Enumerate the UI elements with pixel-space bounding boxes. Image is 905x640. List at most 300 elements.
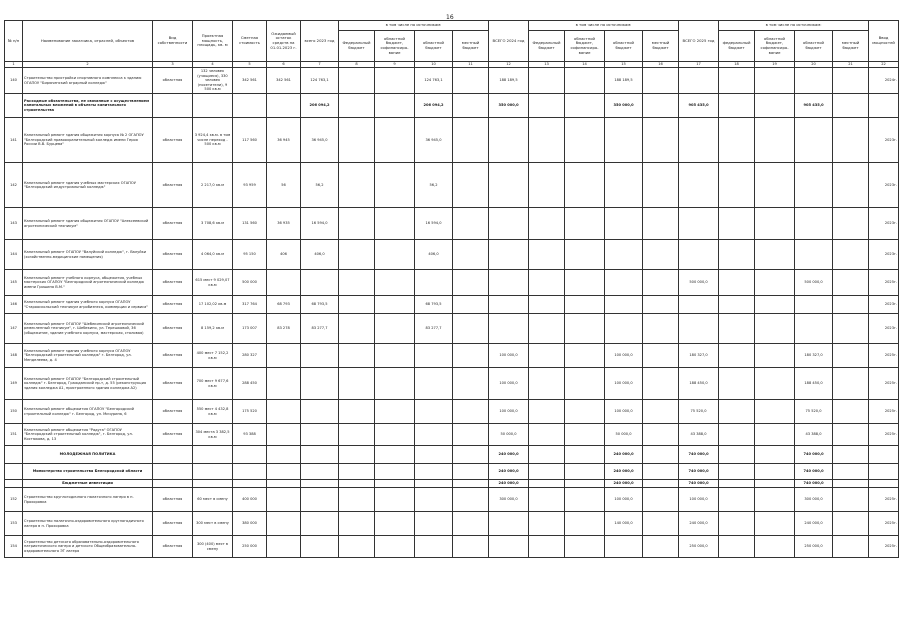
regional-cofin-2023: [375, 208, 415, 240]
total-2024: 240 000,0: [489, 446, 529, 464]
total-2025: 905 435,0: [679, 94, 719, 118]
local-2023: [453, 400, 489, 424]
column-number: 4: [193, 62, 233, 68]
regional-2024: 240 000,0: [605, 480, 643, 488]
total-2025: [679, 314, 719, 344]
regional-2025: 188 450,0: [795, 368, 833, 400]
commission-year: 2025г.: [869, 344, 899, 368]
local-2025: [833, 536, 869, 558]
capacity: 550 мест 4 432,8 кв.м: [193, 400, 233, 424]
federal-2024: [529, 270, 565, 296]
federal-2024: [529, 368, 565, 400]
column-number: 21: [833, 62, 869, 68]
total-2023: [301, 464, 339, 480]
local-2023: [453, 368, 489, 400]
total-2023: [301, 488, 339, 512]
total-2025: [679, 296, 719, 314]
local-2025: [833, 68, 869, 94]
federal-2024: [529, 314, 565, 344]
regional-2024: 350 000,0: [605, 94, 643, 118]
local-2023: [453, 94, 489, 118]
regional-2025: 740 000,0: [795, 446, 833, 464]
expected-balance: 406: [267, 240, 301, 270]
estimated-cost: 175 520: [233, 400, 267, 424]
budget-table-sheet: [4, 20, 898, 558]
object-name: Капитальный ремонт учебного корпуса, общежития, учебных мастерских ОГАПОУ "Белгородский агротехнический колледж имени Гришина В.М.": [23, 270, 153, 296]
expected-balance: 36 935: [267, 208, 301, 240]
table-row: [5, 68, 899, 94]
federal-2025: [719, 480, 755, 488]
regional-2024: [605, 208, 643, 240]
ownership: областная: [153, 512, 193, 536]
federal-2024: [529, 296, 565, 314]
regional-cofin-2025: [755, 118, 795, 163]
ownership: областная: [153, 163, 193, 208]
federal-2025: [719, 118, 755, 163]
regional-2023: [415, 464, 453, 480]
header-2024-federal: Федеральный бюджет: [529, 31, 565, 62]
column-number: 6: [267, 62, 301, 68]
total-2023: [301, 512, 339, 536]
federal-2025: [719, 296, 755, 314]
estimated-cost: 342 561: [233, 68, 267, 94]
total-2025: 75 520,0: [679, 400, 719, 424]
expected-balance: [267, 488, 301, 512]
federal-2025: [719, 163, 755, 208]
local-2023: [453, 296, 489, 314]
total-2025: [679, 240, 719, 270]
object-name: Капитальный ремонт ОГАПОУ "Шебекинский агротехнический ремесленный техникум", г. Шебекино, ул. Терешковой, 36 (общежитие, здание учебного корпуса, мастерская, столовая): [23, 314, 153, 344]
header-total-2023: всего 2023 год: [301, 21, 339, 62]
estimated-cost: [233, 464, 267, 480]
capacity: 17 102,02 кв.м: [193, 296, 233, 314]
regional-cofin-2024: [565, 314, 605, 344]
total-2023: 16 594,0: [301, 208, 339, 240]
header-group-2023: в том числе по источникам:: [339, 21, 489, 31]
federal-2023: [339, 446, 375, 464]
commission-year: 2025г.: [869, 488, 899, 512]
local-2023: [453, 480, 489, 488]
federal-2023: [339, 512, 375, 536]
total-2024: [489, 163, 529, 208]
row-number: 154: [5, 536, 23, 558]
local-2023: [453, 488, 489, 512]
header-2024-regional: областной бюджет: [605, 31, 643, 62]
header-2023-local: местный бюджет: [453, 31, 489, 62]
estimated-cost: 131 560: [233, 208, 267, 240]
local-2023: [453, 446, 489, 464]
regional-2025: 43 388,0: [795, 424, 833, 446]
regional-2023: 124 763,1: [415, 68, 453, 94]
federal-2024: [529, 464, 565, 480]
ownership: [153, 480, 193, 488]
capacity: 3 708,6 кв.м: [193, 208, 233, 240]
regional-cofin-2025: [755, 512, 795, 536]
local-2024: [643, 163, 679, 208]
regional-2025: [795, 208, 833, 240]
budget-table: [4, 20, 899, 558]
federal-2023: [339, 536, 375, 558]
regional-2024: [605, 118, 643, 163]
estimated-cost: 288 450: [233, 368, 267, 400]
ownership: областная: [153, 296, 193, 314]
federal-2024: [529, 512, 565, 536]
federal-2023: [339, 208, 375, 240]
column-number: 13: [529, 62, 565, 68]
capacity: 400 мест 7 152,2 кв.м: [193, 344, 233, 368]
ownership: областная: [153, 314, 193, 344]
header-2024-regional-cofin: областной бюджет, софинансиро-вание: [565, 31, 605, 62]
total-2025: 250 000,0: [679, 536, 719, 558]
federal-2024: [529, 488, 565, 512]
regional-2023: [415, 480, 453, 488]
object-name: Строительство круглогодичного палаточного лагеря в п. Прохоровка: [23, 488, 153, 512]
federal-2025: [719, 240, 755, 270]
expected-balance: 56: [267, 163, 301, 208]
commission-year: 2025г.: [869, 512, 899, 536]
local-2024: [643, 208, 679, 240]
row-number: 150: [5, 400, 23, 424]
regional-2023: 56,2: [415, 163, 453, 208]
local-2024: [643, 118, 679, 163]
regional-2023: 16 594,0: [415, 208, 453, 240]
regional-2025: 500 000,0: [795, 270, 833, 296]
regional-2025: 180 327,0: [795, 344, 833, 368]
regional-2023: [415, 368, 453, 400]
local-2023: [453, 118, 489, 163]
regional-cofin-2024: [565, 424, 605, 446]
federal-2025: [719, 270, 755, 296]
header-total-2024: ВСЕГО 2024 год: [489, 21, 529, 62]
total-2025: 740 000,0: [679, 480, 719, 488]
object-name: Министерство строительства Белгородской области: [23, 464, 153, 480]
regional-cofin-2023: [375, 314, 415, 344]
regional-2025: [795, 163, 833, 208]
regional-cofin-2024: [565, 446, 605, 464]
total-2023: [301, 270, 339, 296]
header-name: Наименование заказчика, отраслей, объектов: [23, 21, 153, 62]
column-number: 10: [415, 62, 453, 68]
total-2025: 740 000,0: [679, 464, 719, 480]
regional-cofin-2025: [755, 240, 795, 270]
local-2024: [643, 94, 679, 118]
total-2025: 740 000,0: [679, 446, 719, 464]
table-row: [5, 240, 899, 270]
local-2023: [453, 314, 489, 344]
regional-2023: 406,0: [415, 240, 453, 270]
local-2025: [833, 424, 869, 446]
ownership: областная: [153, 488, 193, 512]
regional-cofin-2025: [755, 400, 795, 424]
regional-cofin-2024: [565, 270, 605, 296]
commission-year: 2023г.: [869, 163, 899, 208]
local-2024: [643, 400, 679, 424]
regional-2023: 68 793,5: [415, 296, 453, 314]
header-2025-local: местный бюджет: [833, 31, 869, 62]
regional-cofin-2024: [565, 68, 605, 94]
regional-cofin-2023: [375, 400, 415, 424]
federal-2024: [529, 118, 565, 163]
expected-balance: [267, 512, 301, 536]
local-2025: [833, 240, 869, 270]
total-2023: [301, 446, 339, 464]
local-2024: [643, 464, 679, 480]
total-2023: 206 094,2: [301, 94, 339, 118]
row-number: 146: [5, 296, 23, 314]
expected-balance: [267, 424, 301, 446]
expected-balance: 342 561: [267, 68, 301, 94]
regional-2025: 250 000,0: [795, 536, 833, 558]
column-number: 16: [643, 62, 679, 68]
row-number: 145: [5, 270, 23, 296]
regional-2023: [415, 446, 453, 464]
total-2023: [301, 536, 339, 558]
table-row: [5, 464, 899, 480]
regional-cofin-2023: [375, 344, 415, 368]
local-2025: [833, 344, 869, 368]
row-number: 142: [5, 163, 23, 208]
regional-cofin-2024: [565, 464, 605, 480]
capacity: 304 места 3 382,5 кв.м: [193, 424, 233, 446]
local-2024: [643, 314, 679, 344]
regional-cofin-2023: [375, 480, 415, 488]
total-2024: [489, 536, 529, 558]
commission-year: 2023г.: [869, 314, 899, 344]
regional-2025: 240 000,0: [795, 512, 833, 536]
table-row: [5, 512, 899, 536]
total-2025: 240 000,0: [679, 512, 719, 536]
expected-balance: [267, 368, 301, 400]
regional-2023: 206 094,2: [415, 94, 453, 118]
total-2023: [301, 400, 339, 424]
federal-2023: [339, 314, 375, 344]
regional-cofin-2023: [375, 446, 415, 464]
local-2025: [833, 400, 869, 424]
commission-year: 2025г.: [869, 536, 899, 558]
regional-cofin-2023: [375, 94, 415, 118]
column-number: 3: [153, 62, 193, 68]
local-2023: [453, 208, 489, 240]
column-number: 18: [719, 62, 755, 68]
federal-2024: [529, 536, 565, 558]
regional-2024: 188 189,5: [605, 68, 643, 94]
regional-cofin-2025: [755, 94, 795, 118]
regional-cofin-2023: [375, 464, 415, 480]
total-2025: [679, 208, 719, 240]
regional-2023: [415, 488, 453, 512]
commission-year: 2025г.: [869, 368, 899, 400]
ownership: областная: [153, 424, 193, 446]
regional-2023: [415, 344, 453, 368]
federal-2023: [339, 368, 375, 400]
total-2024: 100 000,0: [489, 368, 529, 400]
total-2024: 240 000,0: [489, 464, 529, 480]
object-name: Капитальный ремонт здания учебного корпуса ОГАПОУ "Белгородский строительный колледж" г. Белгород, ул. Менделеева, д. 4: [23, 344, 153, 368]
regional-2023: [415, 424, 453, 446]
federal-2023: [339, 344, 375, 368]
federal-2025: [719, 344, 755, 368]
row-number: 144: [5, 240, 23, 270]
local-2025: [833, 163, 869, 208]
total-2023: 124 763,1: [301, 68, 339, 94]
capacity: 60 мест в смену: [193, 488, 233, 512]
regional-2024: 240 000,0: [605, 464, 643, 480]
regional-2025: [795, 314, 833, 344]
federal-2024: [529, 446, 565, 464]
column-number: 15: [605, 62, 643, 68]
regional-cofin-2024: [565, 488, 605, 512]
column-number: 5: [233, 62, 267, 68]
regional-2024: 100 000,0: [605, 368, 643, 400]
table-body: [5, 62, 899, 558]
local-2024: [643, 270, 679, 296]
estimated-cost: [233, 94, 267, 118]
table-row: [5, 94, 899, 118]
estimated-cost: 93 388: [233, 424, 267, 446]
regional-2024: 240 000,0: [605, 446, 643, 464]
header-total-2025: ВСЕГО 2025 год: [679, 21, 719, 62]
object-name: Расходные обязательства, не связанные с осуществлением капитальных вложений в объекты капитального строительства: [23, 94, 153, 118]
ownership: [153, 446, 193, 464]
regional-2025: 740 000,0: [795, 480, 833, 488]
total-2023: [301, 368, 339, 400]
total-2023: 406,0: [301, 240, 339, 270]
federal-2025: [719, 488, 755, 512]
regional-2024: [605, 270, 643, 296]
federal-2023: [339, 480, 375, 488]
regional-2024: 50 000,0: [605, 424, 643, 446]
local-2025: [833, 296, 869, 314]
regional-2023: [415, 536, 453, 558]
total-2025: [679, 68, 719, 94]
table-row: [5, 314, 899, 344]
regional-cofin-2023: [375, 368, 415, 400]
local-2024: [643, 240, 679, 270]
estimated-cost: 400 000: [233, 488, 267, 512]
regional-cofin-2024: [565, 536, 605, 558]
capacity: [193, 446, 233, 464]
table-row: [5, 163, 899, 208]
regional-cofin-2025: [755, 208, 795, 240]
regional-2023: 36 945,0: [415, 118, 453, 163]
row-number: 149: [5, 368, 23, 400]
federal-2024: [529, 163, 565, 208]
capacity: 700 мест 9 677,6 кв.м: [193, 368, 233, 400]
ownership: областная: [153, 118, 193, 163]
object-name: Капитальный ремонт общежития "Радуга" ОГАПОУ "Белгородский строительный колледж", г. Белгород, ул. Костюкова, д. 13: [23, 424, 153, 446]
total-2023: 83 277,7: [301, 314, 339, 344]
estimated-cost: 250 000: [233, 536, 267, 558]
federal-2025: [719, 536, 755, 558]
ownership: областная: [153, 68, 193, 94]
ownership: областная: [153, 344, 193, 368]
local-2023: [453, 344, 489, 368]
regional-cofin-2024: [565, 344, 605, 368]
estimated-cost: 380 000: [233, 512, 267, 536]
header-commission: Ввод мощностей: [869, 21, 899, 62]
commission-year: 2023г.: [869, 208, 899, 240]
header-2025-regional: областной бюджет: [795, 31, 833, 62]
column-number: 7: [301, 62, 339, 68]
federal-2024: [529, 208, 565, 240]
regional-2024: [605, 163, 643, 208]
regional-2024: [605, 536, 643, 558]
regional-cofin-2024: [565, 163, 605, 208]
expected-balance: [267, 94, 301, 118]
regional-cofin-2023: [375, 163, 415, 208]
row-number: 140: [5, 68, 23, 94]
regional-cofin-2023: [375, 296, 415, 314]
capacity: 132 человек (учащиеся), 330 человек (посетители), 9 500 кв.м: [193, 68, 233, 94]
local-2024: [643, 480, 679, 488]
header-capacity: Проектная мощность, площадь, кв. м: [193, 21, 233, 62]
estimated-cost: 280 327: [233, 344, 267, 368]
commission-year: [869, 94, 899, 118]
regional-cofin-2023: [375, 270, 415, 296]
regional-2023: [415, 512, 453, 536]
federal-2023: [339, 94, 375, 118]
header-cost: Сметная стоимость: [233, 21, 267, 62]
federal-2025: [719, 512, 755, 536]
regional-cofin-2023: [375, 512, 415, 536]
capacity: 300 мест в смену: [193, 512, 233, 536]
expected-balance: [267, 536, 301, 558]
row-number: [5, 446, 23, 464]
column-number: 2: [23, 62, 153, 68]
column-number: 11: [453, 62, 489, 68]
regional-2025: [795, 240, 833, 270]
federal-2025: [719, 424, 755, 446]
local-2023: [453, 424, 489, 446]
federal-2024: [529, 240, 565, 270]
row-number: [5, 480, 23, 488]
regional-2024: [605, 314, 643, 344]
commission-year: 2025г.: [869, 400, 899, 424]
capacity: [193, 94, 233, 118]
capacity: 2 217,0 кв.м: [193, 163, 233, 208]
regional-2025: 905 435,0: [795, 94, 833, 118]
local-2025: [833, 94, 869, 118]
regional-cofin-2023: [375, 424, 415, 446]
expected-balance: 68 793: [267, 296, 301, 314]
regional-cofin-2025: [755, 163, 795, 208]
estimated-cost: 500 000: [233, 270, 267, 296]
capacity: 8 159,2 кв.м: [193, 314, 233, 344]
estimated-cost: [233, 480, 267, 488]
ownership: областная: [153, 208, 193, 240]
column-number: 20: [795, 62, 833, 68]
total-2024: 50 000,0: [489, 424, 529, 446]
total-2023: [301, 344, 339, 368]
regional-cofin-2023: [375, 240, 415, 270]
regional-2024: 140 000,0: [605, 512, 643, 536]
object-name: Капитальный ремонт ОГАПОУ "Белгородский строительный колледж" г. Белгород, Гражданский пр-т, д. 55 (реконструкция здания колледжа А1, пристроенного здания колледжа А2): [23, 368, 153, 400]
total-2023: 56,2: [301, 163, 339, 208]
federal-2024: [529, 480, 565, 488]
expected-balance: [267, 446, 301, 464]
expected-balance: [267, 400, 301, 424]
federal-2023: [339, 270, 375, 296]
estimated-cost: 173 007: [233, 314, 267, 344]
federal-2023: [339, 118, 375, 163]
expected-balance: [267, 270, 301, 296]
total-2025: 188 450,0: [679, 368, 719, 400]
estimated-cost: 93 959: [233, 163, 267, 208]
table-row: [5, 536, 899, 558]
commission-year: [869, 464, 899, 480]
regional-cofin-2025: [755, 488, 795, 512]
capacity: 3 924,4 кв.м. в том числе переход - 500 кв.м: [193, 118, 233, 163]
